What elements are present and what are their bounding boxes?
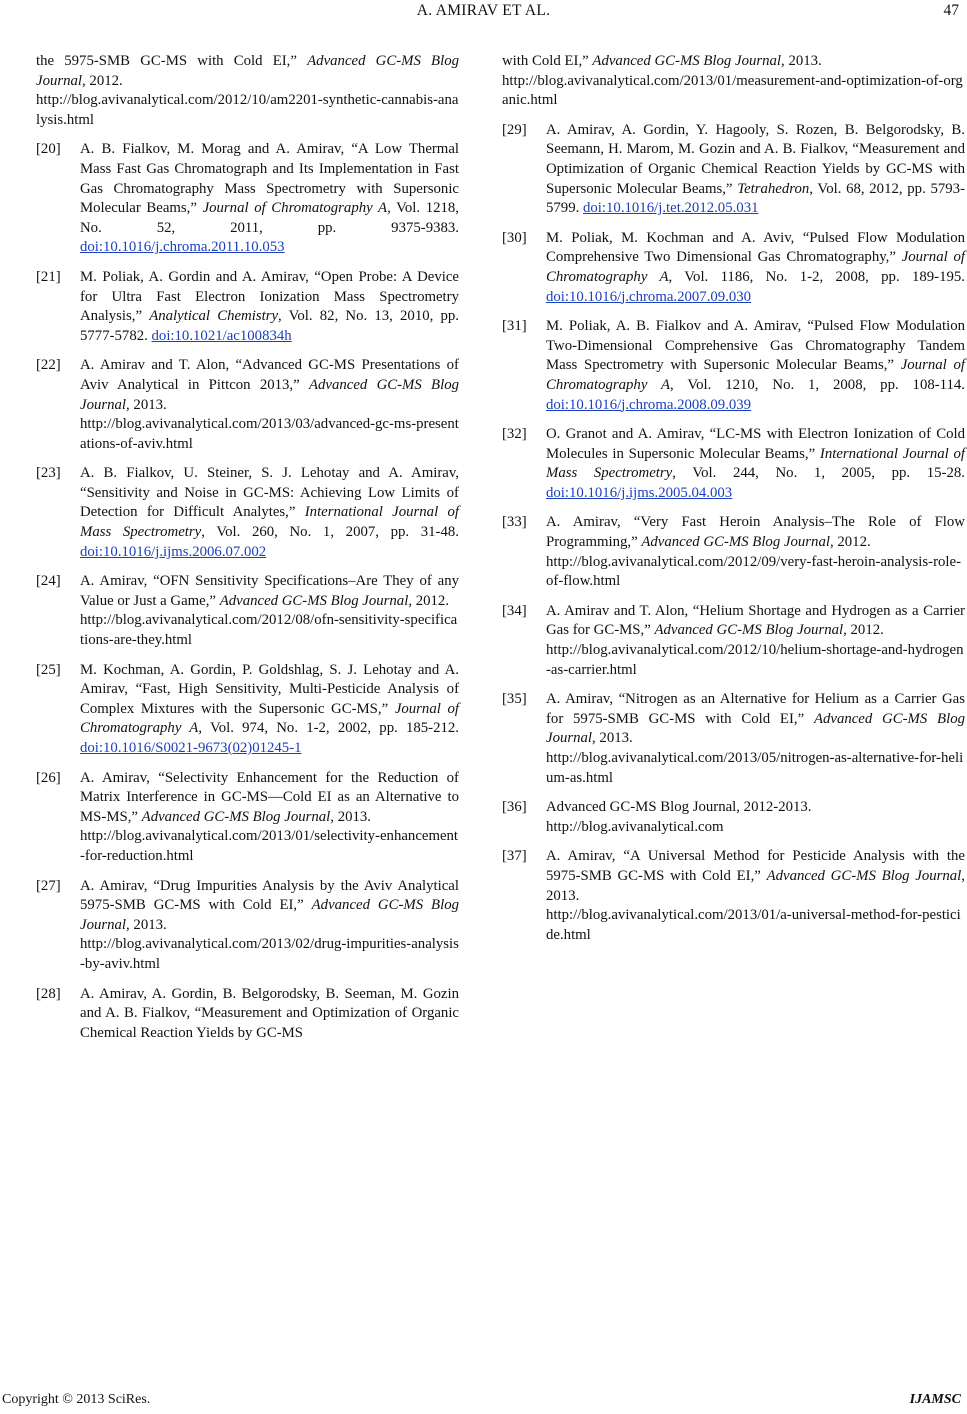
reference-body: A. Amirav and T. Alon, “Advanced GC-MS Presentations of Aviv Analytical in Pittcon 2013,” <box>80 357 459 393</box>
reference-url[interactable]: http://blog.avivanalytical.com/2013/01/a-universal-method-for-pesticide.html <box>546 907 961 943</box>
continuation-text: with Cold EI,” <box>502 53 593 69</box>
reference-source: Advanced GC-MS Blog Journal <box>219 592 409 609</box>
reference-details: , 2013. <box>592 730 633 747</box>
reference-item <box>36 572 459 650</box>
copyright-notice: Copyright © 2013 SciRes. <box>2 1392 151 1407</box>
reference-details: , 2013. <box>126 396 167 413</box>
reference-source: Advanced GC-MS Blog Journal <box>654 622 844 639</box>
reference-doi-link[interactable]: doi:10.1016/j.chroma.2008.09.039 <box>546 396 752 413</box>
reference-url[interactable]: http://blog.avivanalytical.com <box>546 818 724 835</box>
reference-item <box>502 602 965 680</box>
reference-source: Advanced GC-MS Blog Journal <box>546 710 965 747</box>
reference-text <box>80 464 459 562</box>
reference-text <box>80 769 459 867</box>
reference-details: , Vol. 1218, No. 52, 2011, pp. 9375-9383. <box>80 200 459 236</box>
reference-number: [31] <box>502 318 527 335</box>
reference-url[interactable]: http://blog.avivanalytical.com/2012/09/very-fast-heroin-analysis-role-of-flow.html <box>546 553 962 590</box>
reference-text <box>546 602 965 680</box>
continuation-year: , 2013. <box>781 53 822 69</box>
reference-text <box>80 661 459 759</box>
reference-details: , 2013. <box>546 867 965 904</box>
reference-text <box>546 513 965 591</box>
reference-source: Advanced GC-MS Blog Journal <box>766 867 962 884</box>
reference-body: A. Amirav, “A Universal Method for Pesticide Analysis with the 5975-SMB GC-MS with Cold EI,” <box>546 848 965 884</box>
reference-url[interactable]: http://blog.avivanalytical.com/2013/01/selectivity-enhancement-for-reduction.html <box>80 828 459 864</box>
reference-body: A. Amirav, “Nitrogen as an Alternative for Helium as a Carrier Gas for 5975-SMB GC-MS with Cold EI,” <box>546 691 965 727</box>
reference-text <box>80 140 459 258</box>
reference-url[interactable]: http://blog.avivanalytical.com/2012/08/ofn-sensitivity-specifications-are-they.html <box>80 612 458 649</box>
reference-details: , 2013. <box>330 808 371 825</box>
reference-body: A. Amirav, “Selectivity Enhancement for the Reduction of Matrix Interference in GC-MS—Cold EI as an Alternative to MS-MS,” <box>80 769 459 825</box>
reference-continuation <box>36 52 459 130</box>
reference-item <box>502 847 965 945</box>
reference-body: A. Amirav, A. Gordin, B. Belgorodsky, B. Seeman, M. Gozin and A. B. Fialkov, “Measurement and Optimization of Organic Chemical Reaction Yields by GC-MS <box>80 985 459 1041</box>
reference-item <box>36 268 459 346</box>
reference-text <box>80 356 459 454</box>
reference-source: Advanced GC-MS Blog Journal <box>641 534 830 551</box>
reference-number: [34] <box>502 602 527 619</box>
reference-body: M. Poliak, A. B. Fialkov and A. Amirav, “Pulsed Flow Modulation Two-Dimensional Comprehensive Gas Chromatography Tandem Mass Spectrometry with Supersonic Molecular Beams,” <box>546 318 965 374</box>
reference-source: Journal of Chromatography A <box>546 249 965 285</box>
reference-url[interactable]: http://blog.avivanalytical.com/2013/02/drug-impurities-analysis-by-aviv.html <box>80 936 459 972</box>
reference-doi-link[interactable]: doi:10.1016/S0021-9673(02)01245-1 <box>80 740 302 756</box>
running-header <box>0 2 967 26</box>
reference-text <box>546 229 965 307</box>
reference-doi-link[interactable]: doi:10.1016/j.chroma.2011.10.053 <box>80 239 285 256</box>
reference-details: , Vol. 974, No. 1-2, 2002, pp. 185-212. <box>198 720 459 737</box>
reference-url[interactable]: http://blog.avivanalytical.com/2013/05/nitrogen-as-alternative-for-helium-as.html <box>546 750 964 786</box>
reference-source: Tetrahedron <box>737 180 810 197</box>
reference-continuation <box>502 52 965 111</box>
reference-details: , 2013. <box>126 916 167 933</box>
reference-item <box>502 229 965 307</box>
reference-text <box>546 798 965 837</box>
reference-number: [37] <box>502 848 527 865</box>
reference-doi-link[interactable]: doi:10.1021/ac100834h <box>151 327 292 344</box>
reference-item <box>502 317 965 415</box>
reference-text <box>80 268 459 346</box>
reference-source: Journal of Chromatography A <box>202 200 388 217</box>
reference-item <box>36 140 459 258</box>
reference-number: [28] <box>36 985 61 1002</box>
reference-body: A. Amirav and T. Alon, “Helium Shortage and Hydrogen as a Carrier Gas for GC-MS,” <box>546 602 965 639</box>
reference-details: , 2012. <box>829 534 871 551</box>
reference-text <box>80 572 459 650</box>
journal-abbreviation: IJAMSC <box>909 1392 961 1407</box>
reference-item <box>502 425 965 503</box>
reference-item <box>36 661 459 759</box>
running-title: A. AMIRAV ET AL. <box>416 2 551 19</box>
reference-details: , 2012. <box>843 622 884 639</box>
reference-item <box>36 985 459 1044</box>
reference-text <box>546 690 965 788</box>
reference-body: M. Poliak, M. Kochman and A. Aviv, “Pulsed Flow Modulation Comprehensive Two Dimensional Gas Chromatography,” <box>546 229 965 266</box>
reference-text <box>546 317 965 415</box>
reference-body: A. Amirav, A. Gordin, Y. Hagooly, S. Rozen, B. Belgorodsky, B. Seemann, H. Marom, M. Gozin and A. B. Fialkov, “Measurement and Optimization of Organic Chemical Reaction Yields by GC-MS with Supersonic Molecular Beams,” <box>546 121 965 197</box>
right-column <box>502 52 965 955</box>
reference-number: [24] <box>36 573 61 590</box>
reference-text <box>80 985 459 1044</box>
reference-url[interactable]: http://blog.avivanalytical.com/2013/03/advanced-gc-ms-presentations-of-aviv.html <box>80 416 459 452</box>
continuation-journal: Advanced GC-MS Blog Journal <box>36 53 459 89</box>
reference-body: M. Kochman, A. Gordin, P. Goldshlag, S. J. Lehotay and A. Amirav, “Fast, High Sensitivity, Multi-Pesticide Analysis of Complex Mixtures with the Supersonic GC-MS,” <box>80 661 459 717</box>
reference-number: [29] <box>502 121 527 138</box>
continuation-url[interactable]: http://blog.avivanalytical.com/2013/01/measurement-and-optimization-of-organic.html <box>502 72 963 109</box>
reference-doi-link[interactable]: doi:10.1016/j.ijms.2005.04.003 <box>546 484 733 501</box>
reference-details: , Vol. 82, No. 13, 2010, pp. 5777-5782. <box>80 308 459 344</box>
reference-text <box>546 847 965 945</box>
reference-number: [36] <box>502 799 527 816</box>
reference-details: , 2012. <box>408 592 450 609</box>
reference-number: [35] <box>502 691 527 708</box>
reference-number: [33] <box>502 514 527 531</box>
reference-doi-link[interactable]: doi:10.1016/j.ijms.2006.07.002 <box>80 543 267 560</box>
continuation-url[interactable]: http://blog.avivanalytical.com/2012/10/am2201-synthetic-cannabis-analysis.html <box>36 92 459 128</box>
reference-source: Journal of Chromatography A <box>546 357 965 393</box>
reference-doi-link[interactable]: doi:10.1016/j.chroma.2007.09.030 <box>546 288 752 305</box>
reference-number: [23] <box>36 465 61 482</box>
reference-source: Journal of Chromatography A <box>80 700 459 737</box>
continuation-journal: Advanced GC-MS Blog Journal <box>592 53 782 69</box>
reference-item <box>502 798 965 837</box>
reference-source: Advanced GC-MS Blog Journal <box>80 376 459 413</box>
reference-item <box>36 877 459 975</box>
reference-source: International Journal of Mass Spectrometry <box>80 504 459 541</box>
reference-number: [20] <box>36 141 61 158</box>
reference-item <box>36 356 459 454</box>
reference-url[interactable]: http://blog.avivanalytical.com/2012/10/helium-shortage-and-hydrogen-as-carrier.html <box>546 642 964 678</box>
reference-body: A. Amirav, “Drug Impurities Analysis by the Aviv Analytical 5975-SMB GC-MS with Cold EI,” <box>80 877 459 914</box>
reference-details: , Vol. 68, 2012, pp. 5793-5799. <box>546 180 965 217</box>
reference-number: [26] <box>36 769 61 786</box>
reference-doi-link[interactable]: doi:10.1016/j.tet.2012.05.031 <box>583 200 759 217</box>
reference-number: [27] <box>36 877 61 894</box>
reference-body: A. B. Fialkov, U. Steiner, S. J. Lehotay and A. Amirav, “Sensitivity and Noise in GC-MS: Achieving Low Limits of Detection for Difficult Analytes,” <box>80 465 459 521</box>
continuation-year: , 2012. <box>82 72 123 89</box>
reference-text <box>80 877 459 975</box>
reference-number: [22] <box>36 357 61 374</box>
reference-body: A. Amirav, “Very Fast Heroin Analysis–The Role of Flow Programming,” <box>546 514 965 551</box>
reference-number: [21] <box>36 268 61 285</box>
reference-body: O. Granot and A. Amirav, “LC-MS with Electron Ionization of Cold Molecules in Supersonic Molecular Beams,” <box>546 426 965 462</box>
reference-body: Advanced GC-MS Blog Journal, 2012-2013. <box>546 799 812 816</box>
reference-details: , Vol. 1210, No. 1, 2008, pp. 108-114. <box>670 376 966 393</box>
page-number: 47 <box>943 2 959 19</box>
reference-number: [25] <box>36 661 61 678</box>
reference-item <box>502 690 965 788</box>
reference-details: , Vol. 1186, No. 1-2, 2008, pp. 189-195. <box>668 268 965 285</box>
reference-text <box>546 425 965 503</box>
reference-number: [32] <box>502 426 527 443</box>
reference-number: [30] <box>502 229 527 246</box>
reference-item <box>36 464 459 562</box>
reference-details: , Vol. 260, No. 1, 2007, pp. 31-48. <box>201 524 459 541</box>
continuation-text: the 5975-SMB GC-MS with Cold EI,” <box>36 53 308 69</box>
reference-item <box>502 513 965 591</box>
reference-body: A. Amirav, “OFN Sensitivity Specifications–Are They of any Value or Just a Game,” <box>80 573 459 609</box>
reference-details: , Vol. 244, No. 1, 2005, pp. 15-28. <box>672 465 965 482</box>
reference-source: Advanced GC-MS Blog Journal <box>80 897 459 933</box>
reference-item <box>502 121 965 219</box>
reference-item <box>36 769 459 867</box>
reference-source: Advanced GC-MS Blog Journal <box>141 808 331 825</box>
reference-text <box>546 121 965 219</box>
left-column <box>36 52 459 1053</box>
reference-source: Analytical Chemistry <box>149 308 279 325</box>
reference-body: M. Poliak, A. Gordin and A. Amirav, “Open Probe: A Device for Ultra Fast Electron Ionization Mass Spectrometry Analysis,” <box>80 268 459 325</box>
reference-body: A. B. Fialkov, M. Morag and A. Amirav, “A Low Thermal Mass Fast Gas Chromatograph and Its Implementation in Fast Gas Chromatography Mass Spectrometry with Supersonic Molecular Beams,” <box>80 141 459 217</box>
reference-source: International Journal of Mass Spectrometry <box>546 445 965 482</box>
